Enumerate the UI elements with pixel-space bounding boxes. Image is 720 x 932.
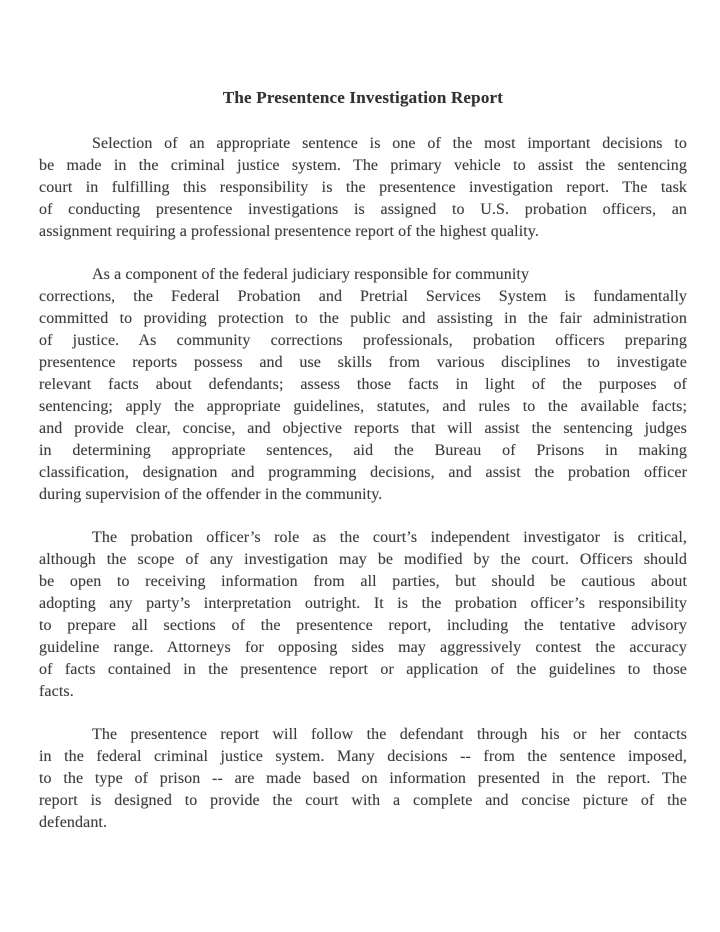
text-line: Selection of an appropriate sentence is one of the most important decisions to: [92, 135, 687, 152]
document-title: The Presentence Investigation Report: [222, 88, 504, 107]
text-line: in the federal criminal justice system. Many decisions -- from the sentence imposed,: [39, 748, 687, 765]
text-line: The presentence report will follow the defendant through his or her contacts: [92, 726, 687, 743]
text-line: facts.: [39, 683, 74, 700]
text-line: The probation officer’s role as the court’s independent investigator is critical,: [92, 529, 687, 546]
paragraph: [39, 133, 687, 243]
text-line: be open to receiving information from all parties, but should be cautious about: [39, 573, 687, 590]
text-line: to prepare all sections of the presentence report, including the tentative advisory: [39, 617, 687, 634]
text-line: in determining appropriate sentences, aid the Bureau of Prisons in making: [39, 442, 687, 459]
text-line: report is designed to provide the court with a complete and concise picture of the: [39, 792, 687, 809]
document-content: [39, 87, 687, 855]
text-line: As a component of the federal judiciary responsible for community: [92, 266, 530, 283]
text-line: committed to providing protection to the public and assisting in the fair administration: [39, 310, 687, 327]
paragraph: [39, 724, 687, 834]
text-line: of conducting presentence investigations is assigned to U.S. probation officers, an: [39, 201, 687, 218]
text-line: although the scope of any investigation may be modified by the court. Officers should: [39, 551, 687, 568]
paragraph: [39, 527, 687, 703]
document-body: [39, 133, 687, 834]
text-line: assignment requiring a professional presentence report of the highest quality.: [39, 223, 539, 240]
text-line: of justice. As community corrections professionals, probation officers preparing: [39, 332, 687, 349]
text-line: guideline range. Attorneys for opposing sides may aggressively contest the accuracy: [39, 639, 687, 656]
text-line: be made in the criminal justice system. The primary vehicle to assist the sentencing: [39, 157, 687, 174]
text-line: court in fulfilling this responsibility is the presentence investigation report. The task: [39, 179, 687, 196]
text-line: corrections, the Federal Probation and Pretrial Services System is fundamentally: [39, 288, 687, 305]
text-line: classification, designation and programming decisions, and assist the probation officer: [39, 464, 687, 481]
paragraph: [39, 264, 687, 506]
text-line: during supervision of the offender in the community.: [39, 486, 383, 503]
text-line: to the type of prison -- are made based on information presented in the report. The: [39, 770, 687, 787]
text-line: defendant.: [39, 814, 108, 831]
text-line: presentence reports possess and use skills from various disciplines to investigate: [39, 354, 687, 371]
text-line: of facts contained in the presentence report or application of the guidelines to those: [39, 661, 687, 678]
text-line: sentencing; apply the appropriate guidelines, statutes, and rules to the available facts;: [39, 398, 687, 415]
text-line: adopting any party’s interpretation outright. It is the probation officer’s responsibility: [39, 595, 687, 612]
text-line: and provide clear, concise, and objective reports that will assist the sentencing judges: [39, 420, 687, 437]
text-line: relevant facts about defendants; assess those facts in light of the purposes of: [39, 376, 687, 393]
